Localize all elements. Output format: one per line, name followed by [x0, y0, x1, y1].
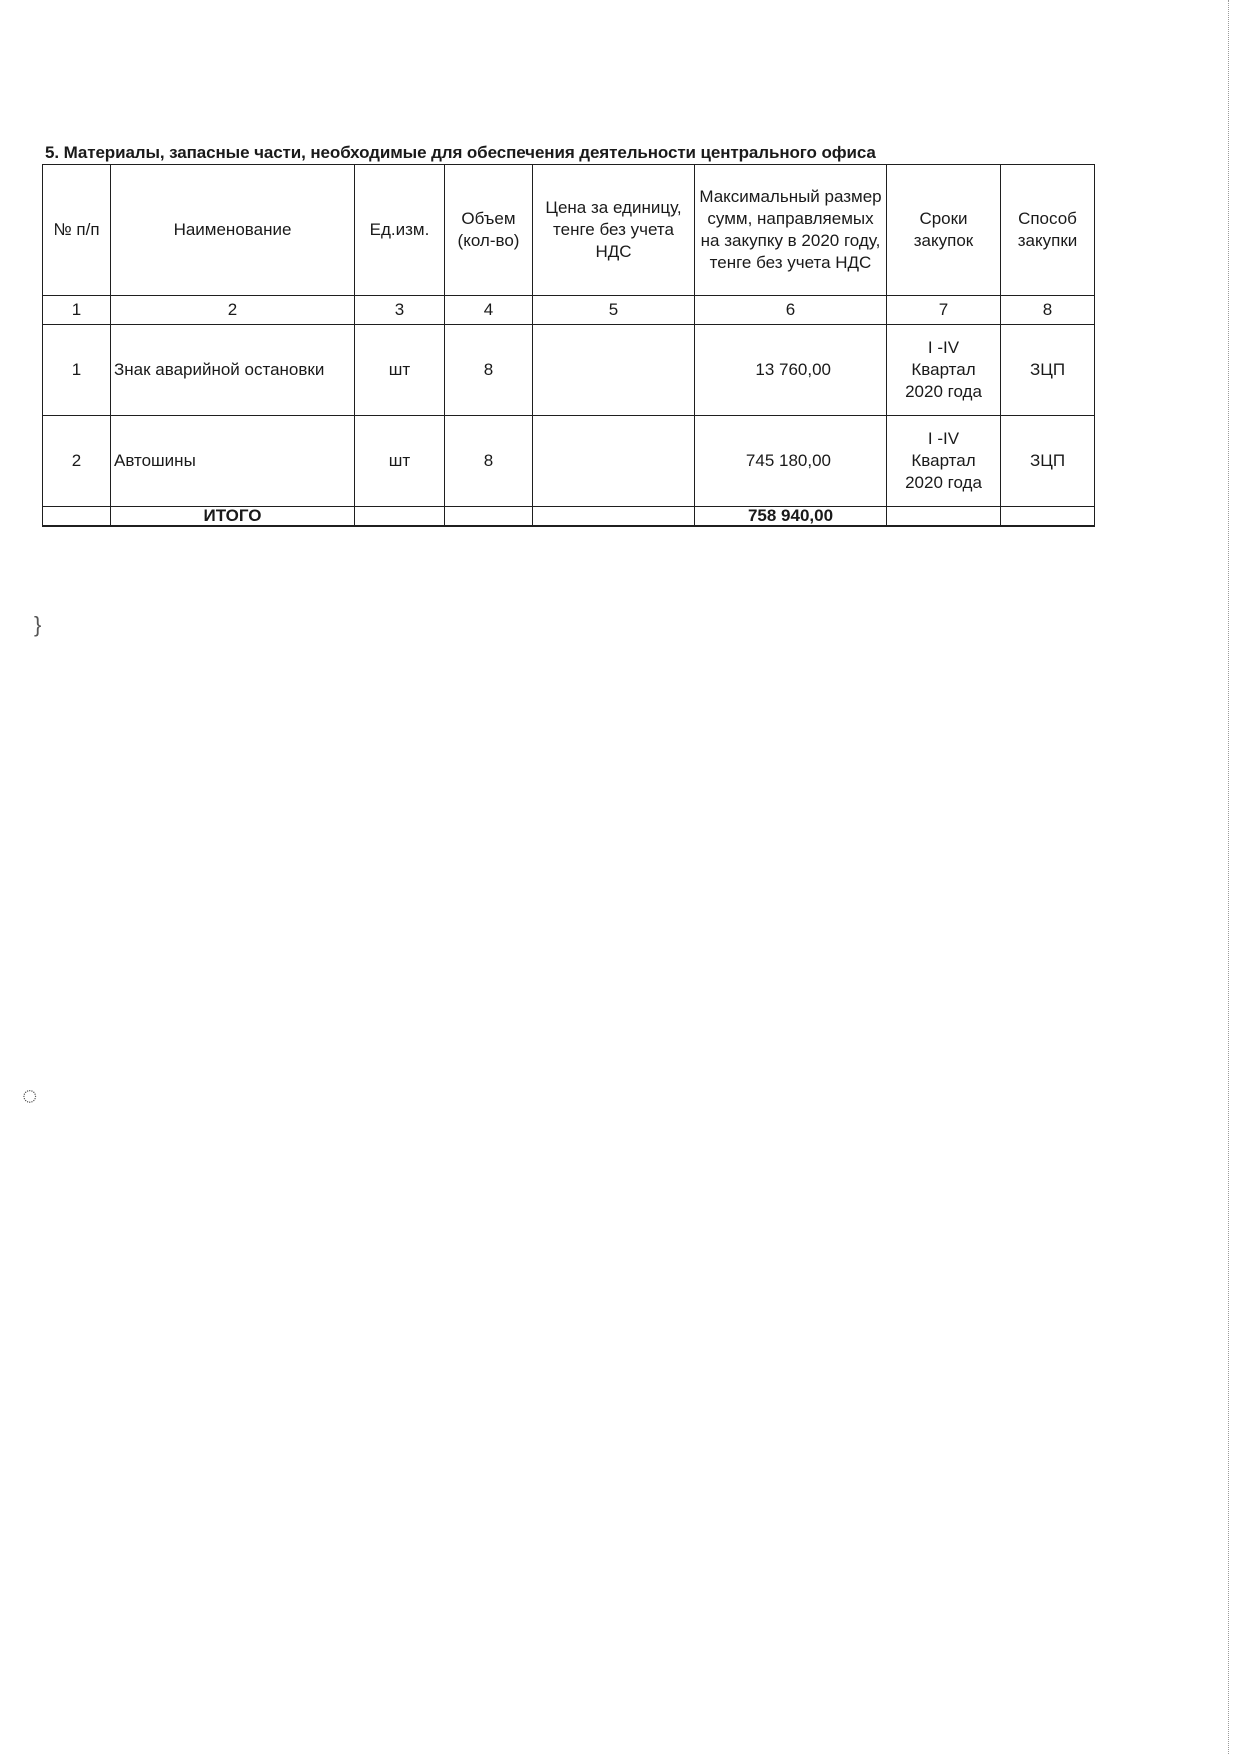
total-empty-cell — [1001, 507, 1095, 527]
item-period-line: I -IV — [927, 428, 960, 448]
header-cell-number: № п/п — [43, 165, 111, 296]
total-row — [43, 507, 1095, 527]
column-number: 3 — [355, 296, 445, 325]
total-empty-cell — [887, 507, 1001, 527]
total-empty-cell — [533, 507, 695, 527]
item-period-line: 2020 года — [905, 473, 982, 493]
item-method: ЗЦП — [1001, 416, 1095, 507]
column-number: 7 — [887, 296, 1001, 325]
item-unit: шт — [355, 325, 445, 416]
column-number: 4 — [445, 296, 533, 325]
row-number: 1 — [43, 325, 111, 416]
column-number: 6 — [695, 296, 887, 325]
item-unit: шт — [355, 416, 445, 507]
total-empty-cell — [355, 507, 445, 527]
item-method: ЗЦП — [1001, 325, 1095, 416]
item-name: Знак аварийной остановки — [111, 325, 355, 416]
header-cell-quantity: Объем (кол-во) — [445, 165, 533, 296]
item-period — [887, 325, 1001, 416]
item-sum: 745 180,00 — [695, 416, 887, 507]
column-number: 5 — [533, 296, 695, 325]
table-row — [43, 325, 1095, 416]
item-sum: 13 760,00 — [695, 325, 887, 416]
header-cell-max-sum: Максимальный размер сумм, направляемых на закупку в 2020 году, тенге без учета НДС — [695, 165, 887, 296]
item-unit-price — [533, 416, 695, 507]
total-empty-cell — [43, 507, 111, 527]
header-cell-unit-price: Цена за единицу, тенге без учета НДС — [533, 165, 695, 296]
procurement-table — [42, 164, 1095, 527]
item-unit-price — [533, 325, 695, 416]
item-quantity: 8 — [445, 325, 533, 416]
header-cell-unit: Ед.изм. — [355, 165, 445, 296]
section-title: 5. Материалы, запасные части, необходимые для обеспечения деятельности центрального офиса — [45, 143, 876, 162]
header-cell-name: Наименование — [111, 165, 355, 296]
column-number: 8 — [1001, 296, 1095, 325]
item-period-line: I -IV — [927, 337, 960, 357]
header-cell-method: Способ закупки — [1001, 165, 1095, 296]
item-period-line: Квартал — [911, 450, 976, 470]
item-period — [887, 416, 1001, 507]
scan-artifact-icon: } — [34, 612, 42, 637]
scan-artifact-icon: ◌ — [22, 1080, 38, 1110]
table-row — [43, 416, 1095, 507]
column-number: 2 — [111, 296, 355, 325]
column-number: 1 — [43, 296, 111, 325]
item-name: Автошины — [111, 416, 355, 507]
total-label: ИТОГО — [111, 507, 355, 527]
item-period-line: Квартал — [911, 359, 976, 379]
item-quantity: 8 — [445, 416, 533, 507]
total-empty-cell — [445, 507, 533, 527]
total-sum: 758 940,00 — [695, 507, 887, 527]
header-cell-period: Сроки закупок — [887, 165, 1001, 296]
column-number-row — [43, 296, 1095, 325]
table-header-row — [43, 165, 1095, 296]
scan-edge-artifact — [1228, 0, 1232, 1754]
row-number: 2 — [43, 416, 111, 507]
item-period-line: 2020 года — [905, 382, 982, 402]
